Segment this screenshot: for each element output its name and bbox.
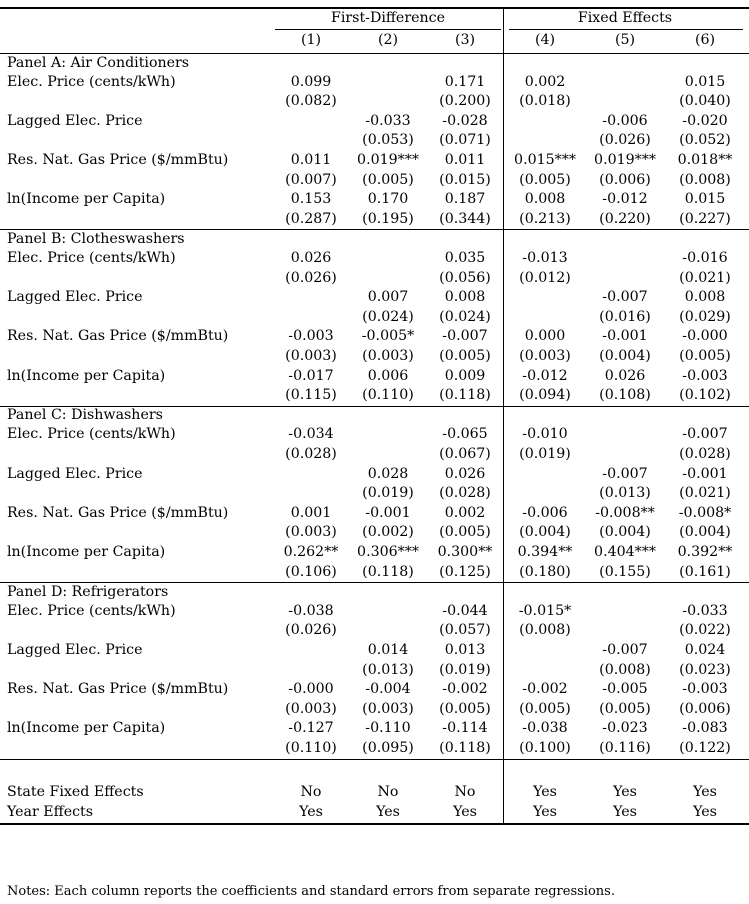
- row-label: Panel D: Refrigerators: [7, 583, 169, 600]
- group-header-fixed-effects: Fixed Effects: [577, 10, 673, 26]
- table-cell: (0.003): [362, 348, 414, 364]
- table-row: [0, 602, 749, 622]
- table-cell: Yes: [613, 784, 637, 801]
- group-divider: [503, 759, 504, 824]
- table-cell: (0.195): [362, 210, 414, 227]
- row-label: Res. Nat. Gas Price ($/mmBtu): [7, 504, 229, 521]
- table-cell: (0.016): [599, 308, 651, 325]
- group-header-first-difference: First-Difference: [331, 10, 445, 26]
- row-label: ln(Income per Capita): [7, 191, 166, 208]
- column-header-3: (3): [454, 32, 476, 48]
- table-cell: -0.007: [442, 328, 488, 345]
- table-cell: 0.153: [290, 191, 332, 208]
- table-row: [0, 641, 749, 661]
- table-cell: (0.005): [362, 171, 414, 188]
- column-header-4: (4): [534, 32, 556, 48]
- row-label: Lagged Elec. Price: [7, 112, 143, 129]
- table-cell: 0.392**: [677, 544, 733, 560]
- table-cell: 0.306***: [357, 544, 419, 560]
- table-row: [0, 367, 749, 387]
- table-cell: 0.170: [367, 191, 409, 208]
- row-label: Panel A: Air Conditioners: [7, 54, 190, 71]
- table-cell: 0.002: [524, 73, 566, 90]
- table-cell: (0.110): [362, 387, 414, 404]
- table-cell: 0.015: [684, 191, 726, 208]
- table-cell: (0.004): [519, 524, 571, 541]
- table-cell: (0.008): [679, 171, 731, 188]
- table-cell: (0.122): [679, 740, 731, 756]
- table-row: [0, 719, 749, 739]
- table-row-se: [0, 269, 749, 289]
- table-cell: -0.013: [522, 250, 568, 266]
- table-row: [0, 680, 749, 700]
- table-cell: (0.026): [599, 132, 651, 149]
- table-cell: 0.019***: [357, 152, 419, 168]
- table-cell: (0.118): [362, 563, 414, 580]
- table-cell: (0.005): [679, 348, 731, 364]
- table-cell: (0.004): [599, 524, 651, 541]
- table-cell: (0.028): [679, 446, 731, 462]
- table-cell: (0.118): [439, 740, 491, 756]
- table-cell: (0.100): [519, 740, 571, 756]
- table-row-se: [0, 131, 749, 151]
- table-cell: (0.003): [519, 348, 571, 364]
- table-cell: -0.016: [682, 250, 728, 266]
- table-cell: 0.002: [444, 504, 486, 521]
- table-cell: -0.044: [442, 602, 488, 619]
- table-cell: 0.035: [444, 250, 486, 266]
- table-cell: -0.003: [288, 328, 334, 345]
- table-cell: (0.067): [439, 446, 491, 462]
- table-cell: -0.005: [602, 681, 648, 698]
- table-row: [0, 288, 749, 308]
- table-cell: (0.005): [439, 348, 491, 364]
- panel-title: [0, 230, 749, 250]
- table-cell: (0.024): [362, 308, 414, 325]
- table-cell: 0.026: [604, 367, 646, 384]
- row-label: Year Effects: [7, 803, 94, 820]
- table-cell: (0.106): [285, 563, 337, 580]
- table-row-se: [0, 563, 749, 583]
- panel-title: [0, 583, 749, 603]
- table-cell: -0.000: [682, 328, 728, 345]
- table-cell: Yes: [613, 803, 637, 820]
- table-cell: -0.007: [602, 642, 648, 658]
- table-cell: (0.018): [519, 93, 571, 110]
- table-cell: (0.095): [362, 740, 414, 756]
- table-cell: -0.012: [602, 191, 648, 208]
- table-cell: (0.005): [599, 700, 651, 717]
- table-row-se: [0, 484, 749, 504]
- table-cell: -0.083: [682, 720, 728, 737]
- table-cell: (0.002): [362, 524, 414, 541]
- table-row-se: [0, 308, 749, 328]
- table-row-se: [0, 386, 749, 406]
- row-label: Elec. Price (cents/kWh): [7, 426, 176, 443]
- table-cell: -0.017: [288, 367, 334, 384]
- table-cell: (0.102): [679, 387, 731, 404]
- group-underline-first-difference: [275, 29, 501, 30]
- table-note: Notes: Each column reports the coefficients and standard errors from separate regressions.: [7, 884, 615, 899]
- group-divider: [503, 229, 504, 406]
- table-cell: 0.015: [684, 73, 726, 90]
- table-cell: 0.262**: [283, 544, 339, 560]
- table-row-se: [0, 92, 749, 112]
- table-cell: (0.005): [439, 700, 491, 717]
- row-label: ln(Income per Capita): [7, 720, 166, 737]
- table-cell: -0.008*: [678, 504, 732, 521]
- table-cell: (0.005): [519, 700, 571, 717]
- table-cell: Yes: [693, 803, 717, 820]
- table-cell: Yes: [533, 784, 557, 801]
- row-label: Lagged Elec. Price: [7, 642, 143, 658]
- table-cell: 0.008: [524, 191, 566, 208]
- table-cell: 0.008: [684, 289, 726, 306]
- column-header-1: (1): [300, 32, 322, 48]
- table-row: [0, 803, 749, 823]
- table-cell: (0.019): [519, 446, 571, 462]
- table-cell: (0.056): [439, 269, 491, 286]
- table-row-se: [0, 347, 749, 367]
- table-cell: (0.005): [519, 171, 571, 188]
- table-cell: 0.099: [290, 73, 332, 90]
- table-cell: (0.057): [439, 622, 491, 639]
- table-cell: (0.115): [285, 387, 337, 404]
- table-cell: 0.013: [444, 642, 486, 658]
- table-cell: (0.108): [599, 387, 651, 404]
- panel-title: [0, 54, 749, 74]
- table-cell: -0.038: [522, 720, 568, 737]
- table-cell: (0.155): [599, 563, 651, 580]
- table-row: [0, 543, 749, 563]
- table-cell: -0.006: [522, 504, 568, 521]
- table-cell: 0.394**: [517, 544, 573, 560]
- table-cell: -0.020: [682, 112, 728, 129]
- table-cell: (0.082): [285, 93, 337, 110]
- table-cell: (0.021): [679, 269, 731, 286]
- table-cell: (0.029): [679, 308, 731, 325]
- table-cell: (0.125): [439, 563, 491, 580]
- row-label: Res. Nat. Gas Price ($/mmBtu): [7, 681, 229, 698]
- table-row-se: [0, 700, 749, 720]
- table-cell: 0.404***: [594, 544, 656, 560]
- table-row-se: [0, 739, 749, 759]
- table-cell: (0.118): [439, 387, 491, 404]
- table-cell: Yes: [453, 803, 477, 820]
- table-cell: 0.015***: [514, 152, 576, 168]
- table-cell: 0.011: [444, 152, 486, 168]
- table-cell: -0.001: [602, 328, 648, 345]
- table-cell: 0.001: [290, 504, 332, 521]
- column-header-2: (2): [377, 32, 399, 48]
- table-cell: 0.006: [367, 367, 409, 384]
- table-cell: -0.008**: [595, 504, 655, 521]
- table-cell: (0.287): [285, 210, 337, 227]
- table-cell: (0.003): [362, 700, 414, 717]
- table-cell: (0.003): [285, 348, 337, 364]
- table-cell: (0.015): [439, 171, 491, 188]
- row-label: ln(Income per Capita): [7, 544, 166, 560]
- group-divider: [503, 53, 504, 230]
- table-row: [0, 190, 749, 210]
- table-cell: (0.008): [599, 661, 651, 678]
- table-cell: -0.007: [682, 426, 728, 443]
- table-cell: (0.116): [599, 740, 651, 756]
- table-cell: (0.013): [599, 485, 651, 502]
- table-cell: Yes: [693, 784, 717, 801]
- table-cell: (0.161): [679, 563, 731, 580]
- table-row-se: [0, 171, 749, 191]
- table-cell: -0.023: [602, 720, 648, 737]
- table-cell: (0.026): [285, 269, 337, 286]
- table-cell: (0.019): [439, 661, 491, 678]
- table-cell: 0.014: [367, 642, 409, 658]
- table-cell: (0.019): [362, 485, 414, 502]
- table-cell: -0.010: [522, 426, 568, 443]
- table-row: [0, 73, 749, 93]
- table-cell: 0.024: [684, 642, 726, 658]
- table-cell: -0.005*: [361, 328, 415, 345]
- table-cell: 0.300**: [437, 544, 493, 560]
- table-row: [0, 249, 749, 269]
- table-cell: -0.114: [442, 720, 488, 737]
- table-cell: No: [300, 784, 322, 801]
- table-cell: (0.003): [285, 524, 337, 541]
- table-row: [0, 504, 749, 524]
- group-divider: [503, 9, 504, 53]
- table-cell: Yes: [299, 803, 323, 820]
- table-cell: (0.344): [439, 210, 491, 227]
- table-cell: Yes: [376, 803, 400, 820]
- row-label: ln(Income per Capita): [7, 367, 166, 384]
- row-label: Elec. Price (cents/kWh): [7, 602, 176, 619]
- table-cell: (0.004): [599, 348, 651, 364]
- table-row: [0, 425, 749, 445]
- table-row-se: [0, 210, 749, 230]
- table-cell: (0.022): [679, 622, 731, 639]
- table-cell: -0.038: [288, 602, 334, 619]
- table-cell: (0.013): [362, 661, 414, 678]
- table-cell: -0.002: [442, 681, 488, 698]
- table-row: [0, 327, 749, 347]
- table-cell: -0.127: [288, 720, 334, 737]
- table-cell: 0.008: [444, 289, 486, 306]
- table-cell: Yes: [533, 803, 557, 820]
- table-cell: (0.004): [679, 524, 731, 541]
- table-cell: (0.006): [599, 171, 651, 188]
- table-cell: (0.024): [439, 308, 491, 325]
- table-cell: (0.053): [362, 132, 414, 149]
- table-cell: -0.006: [602, 112, 648, 129]
- table-cell: (0.071): [439, 132, 491, 149]
- table-cell: (0.006): [679, 700, 731, 717]
- table-cell: 0.007: [367, 289, 409, 306]
- table-cell: -0.065: [442, 426, 488, 443]
- table-row-se: [0, 445, 749, 465]
- table-cell: (0.021): [679, 485, 731, 502]
- row-label: Elec. Price (cents/kWh): [7, 250, 176, 266]
- table-cell: -0.003: [682, 681, 728, 698]
- row-label: Lagged Elec. Price: [7, 289, 143, 306]
- table-row-se: [0, 661, 749, 681]
- table-cell: -0.110: [365, 720, 411, 737]
- table-cell: (0.023): [679, 661, 731, 678]
- table-cell: (0.180): [519, 563, 571, 580]
- table-cell: -0.002: [522, 681, 568, 698]
- table-row-se: [0, 621, 749, 641]
- table-cell: 0.000: [524, 328, 566, 345]
- table-cell: (0.028): [285, 446, 337, 462]
- row-label: Lagged Elec. Price: [7, 465, 143, 482]
- table-row: [0, 112, 749, 132]
- table-cell: -0.034: [288, 426, 334, 443]
- column-header-6: (6): [694, 32, 716, 48]
- table-cell: 0.018**: [677, 152, 733, 168]
- table-cell: No: [454, 784, 476, 801]
- footer-rule: [0, 759, 749, 760]
- table-cell: (0.003): [285, 700, 337, 717]
- bottom-rule: [0, 823, 749, 825]
- column-header-row: [0, 31, 749, 51]
- table-cell: (0.213): [519, 210, 571, 227]
- table-cell: -0.033: [365, 112, 411, 129]
- table-cell: 0.026: [444, 465, 486, 482]
- table-row-se: [0, 523, 749, 543]
- table-cell: -0.004: [365, 681, 411, 698]
- table-cell: -0.015*: [518, 602, 572, 619]
- group-underline-fixed-effects: [509, 29, 743, 30]
- row-label: Res. Nat. Gas Price ($/mmBtu): [7, 152, 229, 168]
- table-cell: 0.011: [290, 152, 332, 168]
- panel-title: [0, 406, 749, 426]
- table-row: [0, 151, 749, 171]
- group-divider: [503, 406, 504, 583]
- table-cell: 0.026: [290, 250, 332, 266]
- table-cell: -0.007: [602, 465, 648, 482]
- table-row: [0, 465, 749, 485]
- column-header-5: (5): [614, 32, 636, 48]
- table-cell: (0.008): [519, 622, 571, 639]
- table-cell: (0.007): [285, 171, 337, 188]
- row-label: Panel C: Dishwashers: [7, 407, 163, 424]
- table-cell: 0.187: [444, 191, 486, 208]
- table-cell: -0.028: [442, 112, 488, 129]
- table-cell: -0.001: [682, 465, 728, 482]
- table-cell: (0.028): [439, 485, 491, 502]
- table-cell: (0.040): [679, 93, 731, 110]
- table-cell: -0.000: [288, 681, 334, 698]
- table-cell: (0.005): [439, 524, 491, 541]
- table-cell: 0.009: [444, 367, 486, 384]
- table-cell: (0.026): [285, 622, 337, 639]
- group-divider: [503, 582, 504, 759]
- table-cell: (0.200): [439, 93, 491, 110]
- row-label: Panel B: Clotheswashers: [7, 230, 185, 247]
- group-header-row: [0, 9, 749, 29]
- row-label: State Fixed Effects: [7, 784, 144, 801]
- table-cell: -0.012: [522, 367, 568, 384]
- table-cell: -0.001: [365, 504, 411, 521]
- table-cell: No: [377, 784, 399, 801]
- table-cell: 0.028: [367, 465, 409, 482]
- table-cell: -0.003: [682, 367, 728, 384]
- table-cell: 0.171: [444, 73, 486, 90]
- table-cell: 0.019***: [594, 152, 656, 168]
- row-label: Elec. Price (cents/kWh): [7, 73, 176, 90]
- table-cell: (0.012): [519, 269, 571, 286]
- table-cell: -0.007: [602, 289, 648, 306]
- table-row: [0, 783, 749, 803]
- row-label: Res. Nat. Gas Price ($/mmBtu): [7, 328, 229, 345]
- table-cell: (0.220): [599, 210, 651, 227]
- table-cell: (0.094): [519, 387, 571, 404]
- table-cell: (0.110): [285, 740, 337, 756]
- table-cell: (0.052): [679, 132, 731, 149]
- table-cell: (0.227): [679, 210, 731, 227]
- table-cell: -0.033: [682, 602, 728, 619]
